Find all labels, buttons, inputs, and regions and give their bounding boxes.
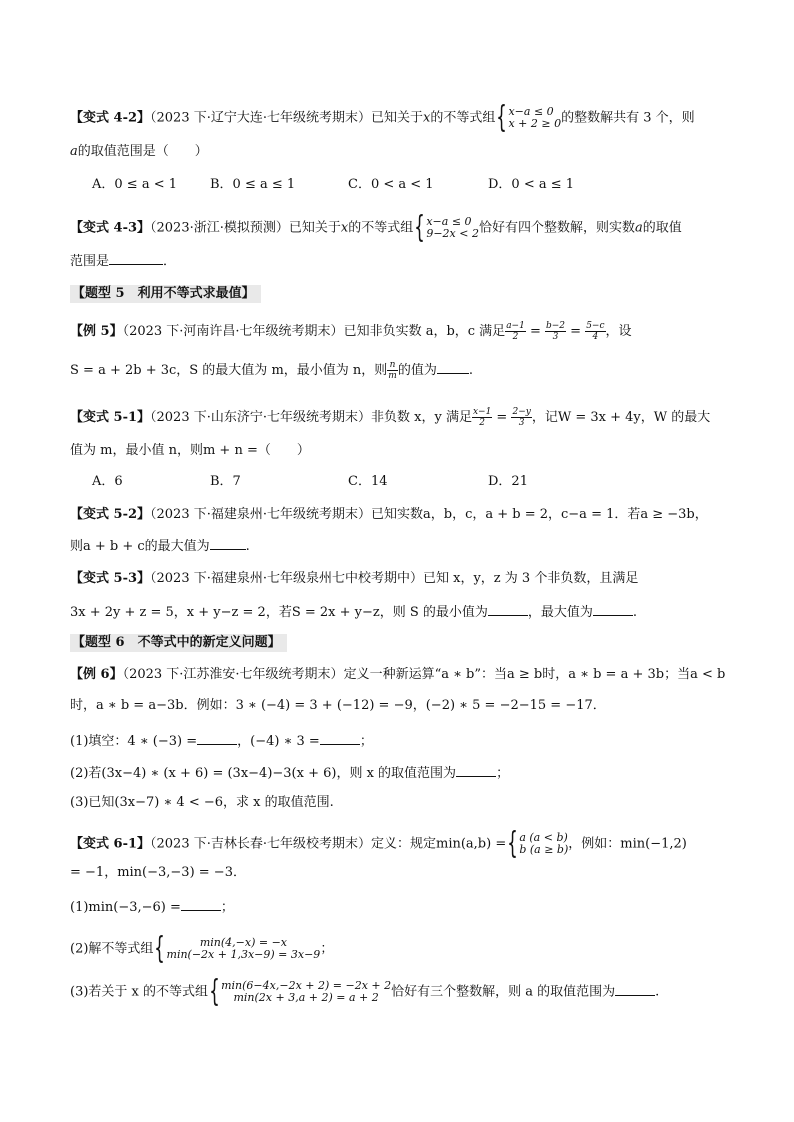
problem-6-1-q3 — [70, 974, 660, 1009]
problem-text: S = a + 2b + 3c，S 的最大值为 m，最小值为 n，则 — [70, 363, 388, 378]
problem-text: 3x + 2y + z = 5，x + y−z = 2，若S = 2x + y−z，则 S 的最小值为 — [70, 605, 488, 620]
inequality-system — [508, 106, 561, 130]
problem-tag: 【例 6】 — [70, 667, 123, 682]
inequality: x−a ≤ 0 — [426, 215, 472, 228]
problem-text: 已知关于 — [288, 220, 341, 236]
brace-symbol: { — [496, 100, 508, 135]
problem-tag: 【变式 6-1】 — [70, 836, 151, 852]
problem-tag: 【变式 4-2】 — [70, 110, 151, 126]
punctuation: ； — [320, 941, 334, 957]
choice-d[interactable]: D．0 < a ≤ 1 — [488, 177, 575, 192]
problem-text: 的取值 — [642, 220, 682, 236]
brace-symbol: { — [507, 826, 519, 861]
equation-system — [221, 980, 391, 1004]
question-text: (1)填空：4 ∗ (−3) = — [70, 734, 198, 749]
equation-system — [167, 937, 321, 961]
problem-source: （2023 下·山东济宁·七年级统考期末） — [150, 410, 371, 425]
punctuation: . — [468, 363, 473, 378]
problem-source: （2023 下·江苏淮安·七年级统考期末） — [122, 667, 344, 682]
example-6-q3 — [70, 794, 334, 812]
problem-tag: 【变式 5-2】 — [70, 507, 151, 522]
question-text: (2)若(3x−4) ∗ (x + 6) = (3x−4)−3(x + 6)，则 x 的取值范围为 — [70, 766, 457, 781]
math-var: x — [423, 110, 431, 126]
problem-text: 值为 m，最小值 n，则m + n =（ ） — [70, 443, 310, 458]
brace-symbol: { — [414, 210, 426, 245]
problem-text: 已知关于 — [371, 110, 424, 126]
problem-tag: 【变式 5-1】 — [70, 410, 151, 425]
example-5-line2 — [70, 360, 473, 381]
inequality: x + 2 ≥ 0 — [508, 117, 562, 130]
problem-text: ，设 — [605, 324, 632, 339]
problem-tag: 【变式 5-3】 — [70, 571, 151, 586]
example-6-line2 — [70, 697, 606, 715]
problem-text: = −1，min(−3,−3) = −3． — [70, 865, 246, 880]
question-text: (3)若关于 x 的不等式组 — [70, 984, 209, 1000]
answer-blank[interactable] — [593, 602, 633, 616]
question-text: (2)解不等式组 — [70, 941, 154, 957]
inequality-system — [426, 216, 479, 240]
numerator: n — [387, 360, 398, 371]
problem-4-3-line1 — [70, 210, 682, 245]
choice-c[interactable]: C．0 < a < 1 — [348, 177, 434, 192]
problem-text: 恰好有四个整数解，则实数 — [478, 220, 635, 236]
problem-text: 的取值范围是（ ） — [77, 144, 208, 159]
problem-4-2-line1 — [70, 100, 695, 135]
choice-b[interactable]: B．7 — [210, 474, 241, 489]
numerator: 5−c — [586, 321, 605, 331]
fraction — [511, 407, 531, 428]
problem-5-1-line2 — [70, 442, 310, 460]
punctuation: . — [245, 539, 250, 554]
problem-text: 的值为 — [397, 363, 437, 378]
equation: min(−2x + 1,3x−9) = 3x−9 — [166, 948, 321, 961]
inequality: 9−2x < 2 — [426, 227, 479, 240]
denominator: 2 — [512, 332, 519, 342]
choice-c[interactable]: C．14 — [348, 474, 388, 489]
problem-text: 的不等式组 — [430, 110, 496, 126]
problem-text: ，最大值为 — [527, 605, 593, 620]
problem-text: 范围是 — [70, 254, 110, 269]
numerator: 2−y — [512, 407, 531, 417]
problem-source: （2023 下·福建泉州·七年级统考期末） — [150, 507, 371, 522]
answer-blank[interactable] — [210, 536, 246, 550]
equation: min(4,−x) = −x — [199, 936, 287, 949]
choice-d[interactable]: D．21 — [488, 474, 528, 489]
problem-6-1-line2 — [70, 864, 246, 882]
punctuation: ； — [496, 766, 510, 781]
fraction — [585, 321, 605, 342]
fraction — [505, 321, 526, 342]
problem-source: （2023 下·辽宁大连·七年级统考期末） — [150, 110, 371, 126]
choice-a[interactable]: A．6 — [92, 474, 123, 489]
problem-text: 时，a ∗ b = a−3b．例如：3 ∗ (−4) = 3 + (−12) = −9，(−2) ∗ 5 = −2−15 = −17． — [70, 698, 606, 713]
answer-blank[interactable] — [109, 251, 163, 265]
piecewise-definition — [519, 832, 568, 856]
math-var: a — [635, 220, 643, 236]
numerator: b−2 — [546, 321, 566, 331]
brace-symbol: { — [154, 931, 166, 966]
math-var: a — [70, 144, 78, 159]
problem-source: （2023 下·吉林长春·七年级校考期末） — [150, 836, 371, 852]
problem-5-2-line2 — [70, 536, 250, 556]
case-row: a (a < b) — [519, 831, 568, 844]
problem-text: 的整数解共有 3 个，则 — [561, 110, 695, 126]
case-row: b (a ≥ b) — [519, 843, 569, 856]
problem-6-1-q1 — [70, 897, 234, 917]
equation: min(2x + 3,a + 2) = a + 2 — [233, 991, 379, 1004]
example-6-line1 — [70, 666, 725, 684]
problem-5-3-line2 — [70, 602, 637, 622]
answer-blank[interactable] — [320, 731, 360, 745]
brace-symbol: { — [209, 974, 220, 1009]
punctuation: ； — [359, 734, 373, 749]
problem-6-1-q2 — [70, 931, 334, 966]
punctuation: . — [632, 605, 638, 620]
fraction — [387, 360, 398, 381]
fraction — [472, 407, 492, 428]
problem-text: 已知非负实数 a，b，c 满足 — [343, 324, 506, 339]
problem-5-3-line1 — [70, 570, 638, 588]
answer-blank[interactable] — [456, 763, 496, 777]
section-header-type5: 【题型 5 利用不等式求最值】 — [70, 285, 261, 303]
fraction — [545, 321, 566, 342]
problem-tag: 【例 5】 — [70, 324, 123, 339]
choice-b[interactable]: B．0 ≤ a ≤ 1 — [210, 177, 296, 192]
punctuation: . — [655, 984, 660, 1000]
inequality: x−a ≤ 0 — [508, 105, 554, 118]
numerator: a−1 — [506, 321, 525, 331]
problem-4-3-line2 — [70, 251, 176, 271]
question-text: (3)已知(3x−7) ∗ 4 < −6，求 x 的取值范围. — [70, 795, 334, 810]
answer-blank[interactable] — [197, 731, 237, 745]
problem-source: （2023 下·福建泉州·七年级泉州七中校考期中） — [150, 571, 423, 586]
denominator: 3 — [518, 418, 525, 428]
punctuation: ； — [220, 900, 234, 915]
answer-blank[interactable] — [181, 897, 221, 911]
choice-a[interactable]: A．0 ≤ a < 1 — [92, 177, 177, 192]
problem-text: ，记W = 3x + 4y，W 的最大 — [531, 410, 711, 425]
problem-6-1-line1 — [70, 826, 687, 861]
problem-text: ，例如：min(−1,2) — [568, 836, 687, 852]
problem-text: 定义：规定min(a,b) = — [371, 836, 507, 852]
question-text: ，(−4) ∗ 3 = — [237, 734, 320, 749]
equation: min(6−4x,−2x + 2) = −2x + 2 — [221, 979, 392, 992]
problem-5-1-line1: 【变式 5-1】（2023 下·山东济宁·七年级统考期末）非负数 x，y 满足 $\frac{x-1}{2}$ = $\frac{2-y}{3}$ ，记W = 3x + 4y，W 的最大 — [70, 407, 711, 428]
example-6-q2 — [70, 763, 509, 783]
problem-tag: 【变式 4-3】 — [70, 220, 151, 236]
question-text: 恰好有三个整数解，则 a 的取值范围为 — [391, 984, 616, 1000]
answer-blank[interactable] — [437, 360, 469, 374]
numerator: x−1 — [472, 407, 492, 417]
punctuation: ． — [163, 254, 177, 269]
answer-blank[interactable] — [615, 982, 655, 996]
problem-source: （2023 下·河南许昌·七年级统考期末） — [122, 324, 344, 339]
denominator: 2 — [479, 418, 485, 428]
problem-4-2-line2 — [70, 143, 208, 161]
problem-source: （2023·浙江·模拟预测） — [150, 220, 289, 236]
problem-text: 已知 x，y，z 为 3 个非负数，且满足 — [423, 571, 639, 586]
problem-text: 则a + b + c的最大值为 — [70, 539, 210, 554]
problem-text: 非负数 x，y 满足 — [371, 410, 472, 425]
example-6-q1 — [70, 731, 373, 751]
problem-text: 已知实数a，b，c，a + b = 2，c−a = 1．若a ≥ −3b， — [371, 507, 708, 522]
section-header-type6: 【题型 6 不等式中的新定义问题】 — [70, 634, 287, 652]
denominator: 4 — [592, 332, 599, 342]
problem-text: 定义一种新运算“a ∗ b”：当a ≥ b时，a ∗ b = a + 3b；当a < b — [343, 667, 726, 682]
example-5-line1: 【例 5】（2023 下·河南许昌·七年级统考期末）已知非负实数 a，b，c 满足 $\frac{a-1}{2}$ = $\frac{b-2}{3}$ = $\frac{5-c}{4}$ ，设 — [70, 321, 632, 342]
question-text: (1)min(−3,−6) = — [70, 900, 181, 915]
denominator: m — [388, 371, 397, 381]
denominator: 3 — [552, 332, 559, 342]
problem-5-2-line1 — [70, 506, 708, 524]
answer-blank[interactable] — [488, 602, 528, 616]
problem-text: 的不等式组 — [348, 220, 414, 236]
math-var: x — [340, 220, 349, 236]
